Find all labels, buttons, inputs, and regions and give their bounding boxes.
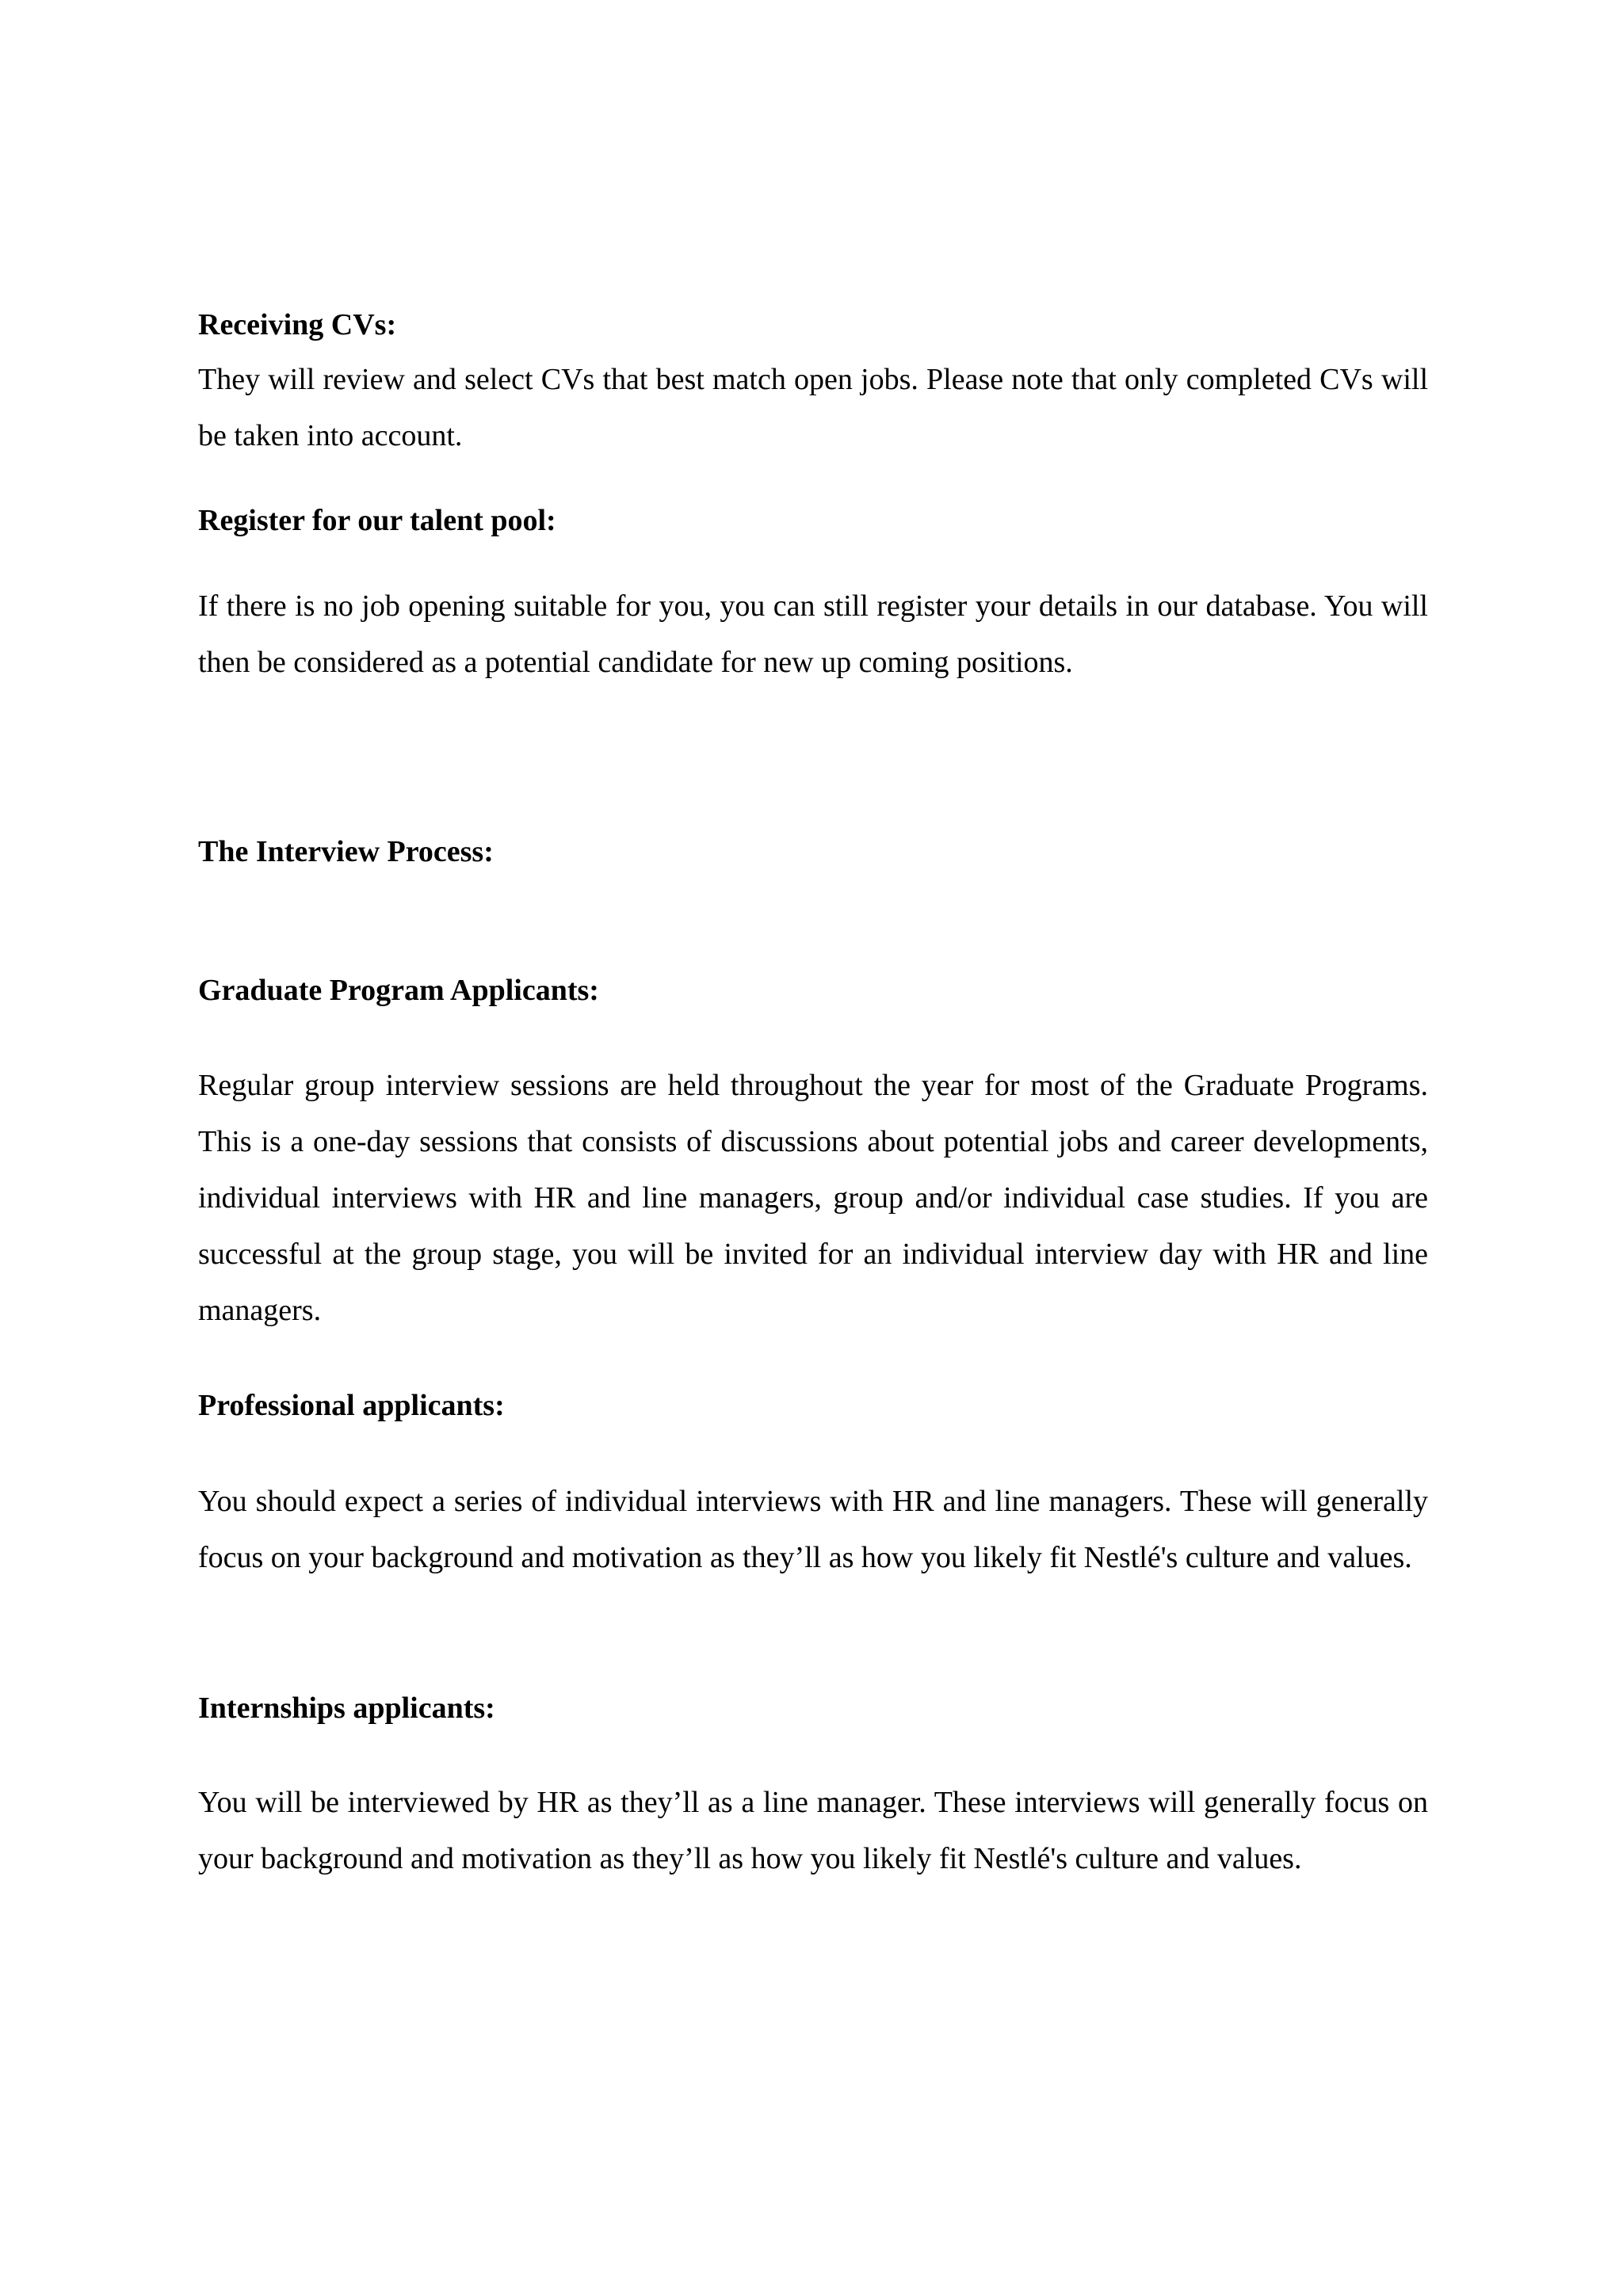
heading-internship-applicants: Internships applicants: bbox=[198, 1691, 495, 1725]
paragraph-professional-applicants: You should expect a series of individual interviews with HR and line managers. These will generally focus on your background and motivation as they’ll as how you likely fit Nestlé's culture and values. bbox=[198, 1485, 1428, 1574]
heading-receiving-cvs: Receiving CVs: bbox=[198, 308, 397, 341]
paragraph-talent-pool: If there is no job opening suitable for you, you can still register your details in our database. You will then be considered as a potential candidate for new up coming positions. bbox=[198, 589, 1428, 679]
heading-interview-process: The Interview Process: bbox=[198, 835, 494, 868]
heading-professional-applicants: Professional applicants: bbox=[198, 1389, 505, 1422]
paragraph-receiving-cvs: They will review and select CVs that best match open jobs. Please note that only completed CVs will be taken into account. bbox=[198, 363, 1428, 452]
paragraph-graduate-applicants: Regular group interview sessions are held throughout the year for most of the Graduate Programs. This is a one-day sessions that consists of discussions about potential jobs and career developments, individual interviews with HR and line managers, group and/or individual case studies. If you are successful at the group stage, you will be invited for an individual interview day with HR and line managers. bbox=[198, 1069, 1428, 1327]
heading-talent-pool: Register for our talent pool: bbox=[198, 504, 556, 537]
paragraph-internship-applicants: You will be interviewed by HR as they’ll as a line manager. These interviews will generally focus on your background and motivation as they’ll as how you likely fit Nestlé's culture and values. bbox=[198, 1786, 1428, 1875]
heading-graduate-applicants: Graduate Program Applicants: bbox=[198, 974, 599, 1007]
